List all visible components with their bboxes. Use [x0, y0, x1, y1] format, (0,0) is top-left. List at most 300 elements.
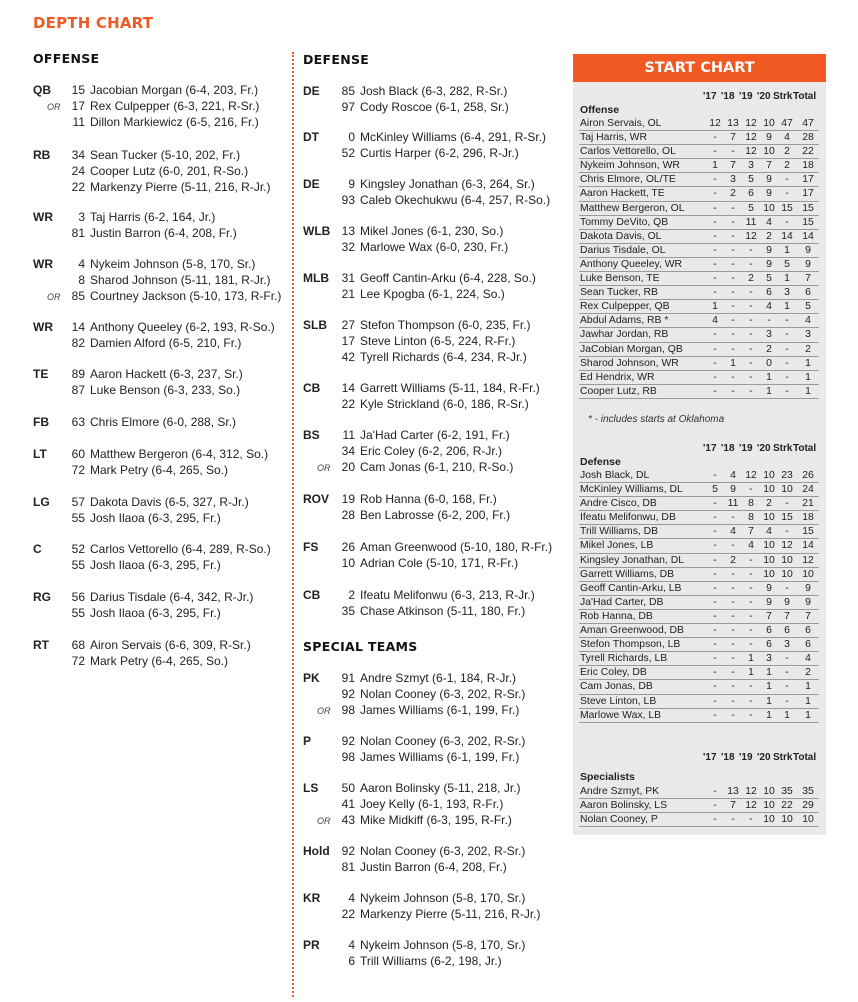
start-count: 4 [766, 216, 772, 228]
start-count: 7 [805, 273, 811, 285]
start-count: - [713, 174, 717, 186]
position-group [303, 670, 568, 718]
column-header: '20 [757, 91, 771, 102]
start-chart-row [579, 371, 819, 385]
start-count: 9 [766, 596, 772, 608]
start-count: 1 [730, 357, 736, 369]
jersey-number: 14 [341, 381, 355, 395]
column-header: '20 [757, 752, 771, 763]
start-count: 11 [727, 498, 739, 510]
player-name: Trill Williams (6-2, 198, Jr.) [360, 954, 502, 968]
position-group [33, 637, 288, 669]
player-name: Ja'Had Carter (6-2, 191, Fr.) [360, 428, 510, 442]
start-chart-row [579, 159, 819, 173]
player-name: Jacobian Morgan (6-4, 203, Fr.) [90, 83, 259, 97]
player-name: Marlowe Wax (6-0, 230, Fr.) [360, 240, 509, 254]
jersey-number: 92 [341, 734, 355, 748]
position-label: BS [303, 428, 320, 442]
position-group [33, 147, 288, 195]
position-group [303, 270, 568, 302]
player-name: Courtney Jackson (5-10, 173, R-Fr.) [90, 289, 282, 303]
start-count: 4 [766, 301, 772, 313]
start-count: 21 [802, 498, 814, 510]
depth-player-row [303, 670, 568, 686]
start-count: - [749, 287, 753, 299]
start-count: 10 [763, 484, 775, 496]
start-chart-row [579, 799, 819, 813]
start-count: 9 [805, 582, 811, 594]
special-teams-depth-list [303, 670, 568, 984]
start-count: 24 [802, 484, 814, 496]
start-count: - [713, 596, 717, 608]
start-count: 4 [766, 526, 772, 538]
start-count: 6 [805, 639, 811, 651]
player-name: Aaron Bolinsky (5-11, 218, Jr.) [360, 781, 521, 795]
start-count: 4 [805, 315, 811, 327]
player-name: Aaron Hackett (6-3, 237, Sr.) [90, 367, 243, 381]
start-count: - [713, 287, 717, 299]
depth-player-row [33, 605, 288, 621]
player-name: Cam Jonas (6-1, 210, R-So.) [360, 460, 514, 474]
player-name: Justin Barron (6-4, 208, Fr.) [360, 860, 507, 874]
start-count: 9 [766, 132, 772, 144]
start-count: - [731, 244, 735, 256]
depth-player-row [303, 780, 568, 796]
jersey-number: 55 [71, 511, 85, 525]
position-label: P [303, 734, 312, 748]
start-chart-row [579, 638, 819, 652]
start-count: 5 [766, 273, 772, 285]
start-chart-note: * - includes starts at Oklahoma [588, 414, 725, 425]
start-chart-column-headers [579, 443, 819, 455]
player-name: Steve Linton (6-5, 224, R-Fr.) [360, 334, 516, 348]
position-group [33, 256, 288, 304]
jersey-number: 81 [341, 860, 355, 874]
depth-player-row [33, 653, 288, 669]
start-count: 5 [712, 484, 718, 496]
start-count: 2 [766, 343, 772, 355]
jersey-number: 19 [341, 492, 355, 506]
start-player-name: Steve Linton, LB [580, 695, 657, 707]
start-count: - [713, 695, 717, 707]
start-count: - [749, 385, 753, 397]
start-count: - [731, 814, 735, 826]
depth-player-row [303, 286, 568, 302]
player-name: Kyle Strickland (6-0, 186, R-Sr.) [360, 397, 529, 411]
position-label: TE [33, 367, 49, 381]
start-player-name: Ifeatu Melifonwu, DB [580, 512, 676, 524]
start-count: 13 [727, 786, 739, 797]
jersey-number: 4 [348, 891, 355, 905]
depth-player-row [303, 333, 568, 349]
jersey-number: 22 [341, 907, 355, 921]
start-count: 15 [781, 512, 793, 524]
start-count: 4 [730, 526, 736, 538]
depth-player-row [303, 223, 568, 239]
start-count: 8 [748, 498, 754, 510]
depth-player-row [33, 462, 288, 478]
specialists-rows [579, 785, 819, 827]
start-count: 35 [802, 786, 814, 797]
start-count: - [731, 343, 735, 355]
position-label: WR [33, 257, 53, 271]
position-label: QB [33, 83, 51, 97]
depth-player-row [303, 491, 568, 507]
or-marker: OR [47, 292, 61, 302]
player-name: Eric Coley (6-2, 206, R-Jr.) [360, 444, 503, 458]
start-count: 6 [766, 625, 772, 637]
jersey-number: 34 [341, 444, 355, 458]
start-player-name: Andre Cisco, DB [580, 498, 657, 510]
start-count: - [713, 202, 717, 214]
start-count: - [713, 258, 717, 270]
player-name: Sharod Johnson (5-11, 181, R-Jr.) [90, 273, 271, 287]
special-teams-heading: SPECIAL TEAMS [303, 639, 418, 654]
column-header: Total [793, 752, 817, 763]
start-count: 2 [730, 188, 736, 200]
start-count: 4 [748, 540, 754, 552]
start-count: 1 [805, 681, 811, 693]
start-count: - [731, 258, 735, 270]
start-count: 1 [766, 667, 772, 679]
position-label: PK [303, 671, 320, 685]
start-count: 10 [763, 814, 775, 826]
player-name: Matthew Bergeron (6-4, 312, So.) [90, 447, 269, 461]
start-count: 3 [766, 329, 772, 341]
position-label: DE [303, 177, 320, 191]
start-count: 3 [748, 160, 754, 172]
jersey-number: 32 [341, 240, 355, 254]
start-count: - [713, 540, 717, 552]
start-count: - [749, 371, 753, 383]
start-count: - [713, 653, 717, 665]
start-count: 7 [805, 610, 811, 622]
position-label: WR [33, 210, 53, 224]
start-count: 10 [763, 202, 775, 214]
jersey-number: 41 [341, 797, 355, 811]
position-label: CB [303, 588, 321, 602]
start-count: - [749, 315, 753, 327]
start-count: - [731, 596, 735, 608]
depth-player-row [33, 272, 288, 288]
jersey-number: 35 [341, 604, 355, 618]
jersey-number: 89 [71, 367, 85, 381]
jersey-number: 85 [71, 289, 85, 303]
start-count: 10 [763, 512, 775, 524]
position-label: WLB [303, 224, 331, 238]
player-name: Josh Ilaoa (6-3, 295, Fr.) [90, 558, 221, 572]
player-name: Kingsley Jonathan (6-3, 264, Sr.) [360, 177, 535, 191]
start-count: 5 [784, 258, 790, 270]
jersey-number: 34 [71, 148, 85, 162]
start-count: - [749, 554, 753, 566]
depth-player-row [303, 733, 568, 749]
start-count: 9 [730, 484, 736, 496]
start-count: 18 [802, 512, 814, 524]
depth-player-row [303, 427, 568, 443]
start-count: 9 [805, 244, 811, 256]
start-count: 12 [745, 786, 757, 797]
start-count: - [713, 639, 717, 651]
start-player-name: Darius Tisdale, OL [580, 244, 666, 256]
position-label: KR [303, 891, 321, 905]
start-count: 6 [805, 287, 811, 299]
start-player-name: Garrett Williams, DB [580, 568, 675, 580]
offense-rows [579, 117, 819, 399]
jersey-number: 82 [71, 336, 85, 350]
position-label: FS [303, 540, 319, 554]
start-count: - [713, 371, 717, 383]
jersey-number: 81 [71, 226, 85, 240]
page-title: DEPTH CHART [33, 14, 154, 32]
start-count: 10 [802, 568, 814, 580]
start-count: 12 [745, 800, 757, 812]
start-count: 7 [730, 160, 736, 172]
depth-player-row [33, 179, 288, 195]
jersey-number: 63 [71, 415, 85, 429]
start-count: - [713, 244, 717, 256]
start-count: - [731, 385, 735, 397]
jersey-number: 98 [341, 703, 355, 717]
depth-player-row [303, 937, 568, 953]
player-name: Justin Barron (6-4, 208, Fr.) [90, 226, 237, 240]
depth-player-row [33, 163, 288, 179]
player-name: Josh Black (6-3, 282, R-Sr.) [360, 84, 508, 98]
column-header: '19 [739, 752, 753, 763]
start-count: 4 [805, 653, 811, 665]
position-label: LS [303, 781, 319, 795]
start-chart-row [579, 357, 819, 371]
start-count: - [749, 625, 753, 637]
start-count: - [731, 639, 735, 651]
position-group [303, 733, 568, 765]
column-header: '19 [739, 91, 753, 102]
depth-player-row [33, 494, 288, 510]
position-label: ROV [303, 492, 330, 506]
jersey-number: 43 [341, 813, 355, 827]
depth-player-row [33, 225, 288, 241]
start-count: - [731, 273, 735, 285]
start-chart-row [579, 497, 819, 511]
jersey-number: 85 [341, 84, 355, 98]
start-count: 1 [766, 681, 772, 693]
start-player-name: Ed Hendrix, WR [580, 371, 655, 383]
column-header: Strk [773, 443, 793, 454]
depth-player-row [33, 319, 288, 335]
position-group [33, 446, 288, 478]
jersey-number: 91 [341, 671, 355, 685]
start-count: 28 [802, 132, 814, 144]
start-count: 12 [745, 470, 757, 481]
start-count: - [731, 230, 735, 242]
start-count: 18 [802, 160, 814, 172]
start-count: - [749, 596, 753, 608]
start-count: 15 [802, 526, 814, 538]
start-player-name: Kingsley Jonathan, DL [580, 554, 684, 566]
start-count: 10 [781, 484, 793, 496]
jersey-number: 21 [341, 287, 355, 301]
start-count: - [749, 814, 753, 826]
start-count: - [731, 625, 735, 637]
depth-player-row [303, 686, 568, 702]
depth-player-row [303, 396, 568, 412]
start-count: 6 [766, 287, 772, 299]
start-count: 12 [802, 554, 814, 566]
player-name: Chris Elmore (6-0, 288, Sr.) [90, 415, 237, 429]
depth-player-row [303, 539, 568, 555]
start-count: 2 [805, 343, 811, 355]
start-player-name: Trill Williams, DB [580, 526, 659, 538]
start-player-name: Taj Harris, WR [580, 132, 647, 144]
column-header: '17 [703, 91, 717, 102]
start-count: 9 [805, 596, 811, 608]
depth-player-row [303, 145, 568, 161]
start-player-name: Chris Elmore, OL/TE [580, 174, 676, 186]
jersey-number: 15 [71, 83, 85, 97]
start-count: 10 [763, 146, 775, 158]
start-count: - [713, 470, 717, 481]
start-player-name: Andre Szmyt, PK [580, 786, 660, 797]
start-player-name: Rob Hanna, DB [580, 610, 653, 622]
start-chart-row [579, 286, 819, 300]
depth-player-row [33, 541, 288, 557]
start-chart-row [579, 385, 819, 399]
depth-player-row [33, 288, 288, 304]
start-count: - [785, 343, 789, 355]
start-count: 10 [763, 568, 775, 580]
start-count: 10 [781, 568, 793, 580]
player-name: Sean Tucker (5-10, 202, Fr.) [90, 148, 241, 162]
start-count: 2 [784, 160, 790, 172]
start-count: - [713, 230, 717, 242]
player-name: Luke Benson (6-3, 233, So.) [90, 383, 241, 397]
depth-player-row [303, 555, 568, 571]
start-chart-row [579, 483, 819, 497]
player-name: Darius Tisdale (6-4, 342, R-Jr.) [90, 590, 254, 604]
start-chart-row [579, 511, 819, 525]
start-count: 11 [745, 216, 757, 228]
start-count: 35 [781, 786, 793, 797]
depth-player-row [303, 380, 568, 396]
start-player-name: Tyrell Richards, LB [580, 653, 668, 665]
start-count: 14 [802, 230, 814, 242]
start-count: 23 [781, 470, 793, 481]
start-count: - [731, 315, 735, 327]
start-count: 2 [766, 498, 772, 510]
position-group [33, 319, 288, 351]
start-count: 1 [766, 709, 772, 721]
start-chart-row [579, 131, 819, 145]
depth-player-row [33, 637, 288, 653]
jersey-number: 42 [341, 350, 355, 364]
start-player-name: Sharod Johnson, WR [580, 357, 679, 369]
jersey-number: 92 [341, 687, 355, 701]
player-name: Markenzy Pierre (5-11, 216, R-Jr.) [90, 180, 271, 194]
player-name: Nolan Cooney (6-3, 202, R-Sr.) [360, 687, 526, 701]
start-count: - [713, 568, 717, 580]
start-count: - [785, 385, 789, 397]
start-player-name: Airon Servais, OL [580, 118, 662, 129]
start-count: - [749, 343, 753, 355]
jersey-number: 22 [341, 397, 355, 411]
player-name: Ben Labrosse (6-2, 200, Fr.) [360, 508, 511, 522]
start-count: 9 [766, 174, 772, 186]
start-count: - [731, 582, 735, 594]
position-label: LT [33, 447, 47, 461]
depth-player-row [33, 557, 288, 573]
position-group [303, 843, 568, 875]
position-group [303, 223, 568, 255]
jersey-number: 6 [348, 954, 355, 968]
start-count: - [731, 540, 735, 552]
start-player-name: Matthew Bergeron, OL [580, 202, 685, 214]
start-player-name: McKinley Williams, DL [580, 484, 683, 496]
offense-heading: OFFENSE [33, 51, 100, 66]
start-count: - [731, 610, 735, 622]
start-chart-row [579, 328, 819, 342]
position-group [303, 539, 568, 571]
depth-player-row [303, 459, 568, 475]
player-name: Aman Greenwood (5-10, 180, R-Fr.) [360, 540, 553, 554]
depth-player-row [303, 317, 568, 333]
column-header: Total [793, 443, 817, 454]
start-count: 1 [784, 301, 790, 313]
start-count: - [785, 357, 789, 369]
player-name: Rex Culpepper (6-3, 221, R-Sr.) [90, 99, 260, 113]
jersey-number: 72 [71, 654, 85, 668]
start-count: - [713, 526, 717, 538]
depth-player-row [303, 812, 568, 828]
player-name: Nolan Cooney (6-3, 202, R-Sr.) [360, 734, 526, 748]
jersey-number: 20 [341, 460, 355, 474]
player-name: Damien Alford (6-5, 210, Fr.) [90, 336, 242, 350]
depth-player-row [33, 82, 288, 98]
player-name: Lee Kpogba (6-1, 224, So.) [360, 287, 505, 301]
start-count: 10 [763, 118, 775, 129]
start-count: - [713, 343, 717, 355]
start-count: 12 [745, 132, 757, 144]
column-header: '17 [703, 752, 717, 763]
start-count: 22 [781, 800, 793, 812]
start-count: - [785, 526, 789, 538]
start-count: - [713, 554, 717, 566]
depth-player-row [33, 335, 288, 351]
position-label: C [33, 542, 42, 556]
start-player-name: Nykeim Johnson, WR [580, 160, 680, 172]
start-count: 15 [802, 202, 814, 214]
or-marker: OR [317, 816, 331, 826]
start-count: - [713, 681, 717, 693]
depth-player-row [303, 443, 568, 459]
start-count: 3 [766, 653, 772, 665]
start-count: 5 [805, 301, 811, 313]
start-count: 3 [784, 639, 790, 651]
start-player-name: Anthony Queeley, WR [580, 258, 683, 270]
depth-player-row [303, 906, 568, 922]
depth-player-row [303, 843, 568, 859]
depth-player-row [303, 270, 568, 286]
start-count: 6 [748, 188, 754, 200]
start-count: - [713, 132, 717, 144]
depth-player-row [303, 796, 568, 812]
player-name: Carlos Vettorello (6-4, 289, R-So.) [90, 542, 271, 556]
start-count: - [731, 667, 735, 679]
start-count: 12 [745, 146, 757, 158]
player-name: Tyrell Richards (6-4, 234, R-Jr.) [360, 350, 527, 364]
start-player-name: Rex Culpepper, QB [580, 301, 670, 313]
jersey-number: 8 [78, 273, 85, 287]
player-name: Andre Szmyt (6-1, 184, R-Jr.) [360, 671, 517, 685]
